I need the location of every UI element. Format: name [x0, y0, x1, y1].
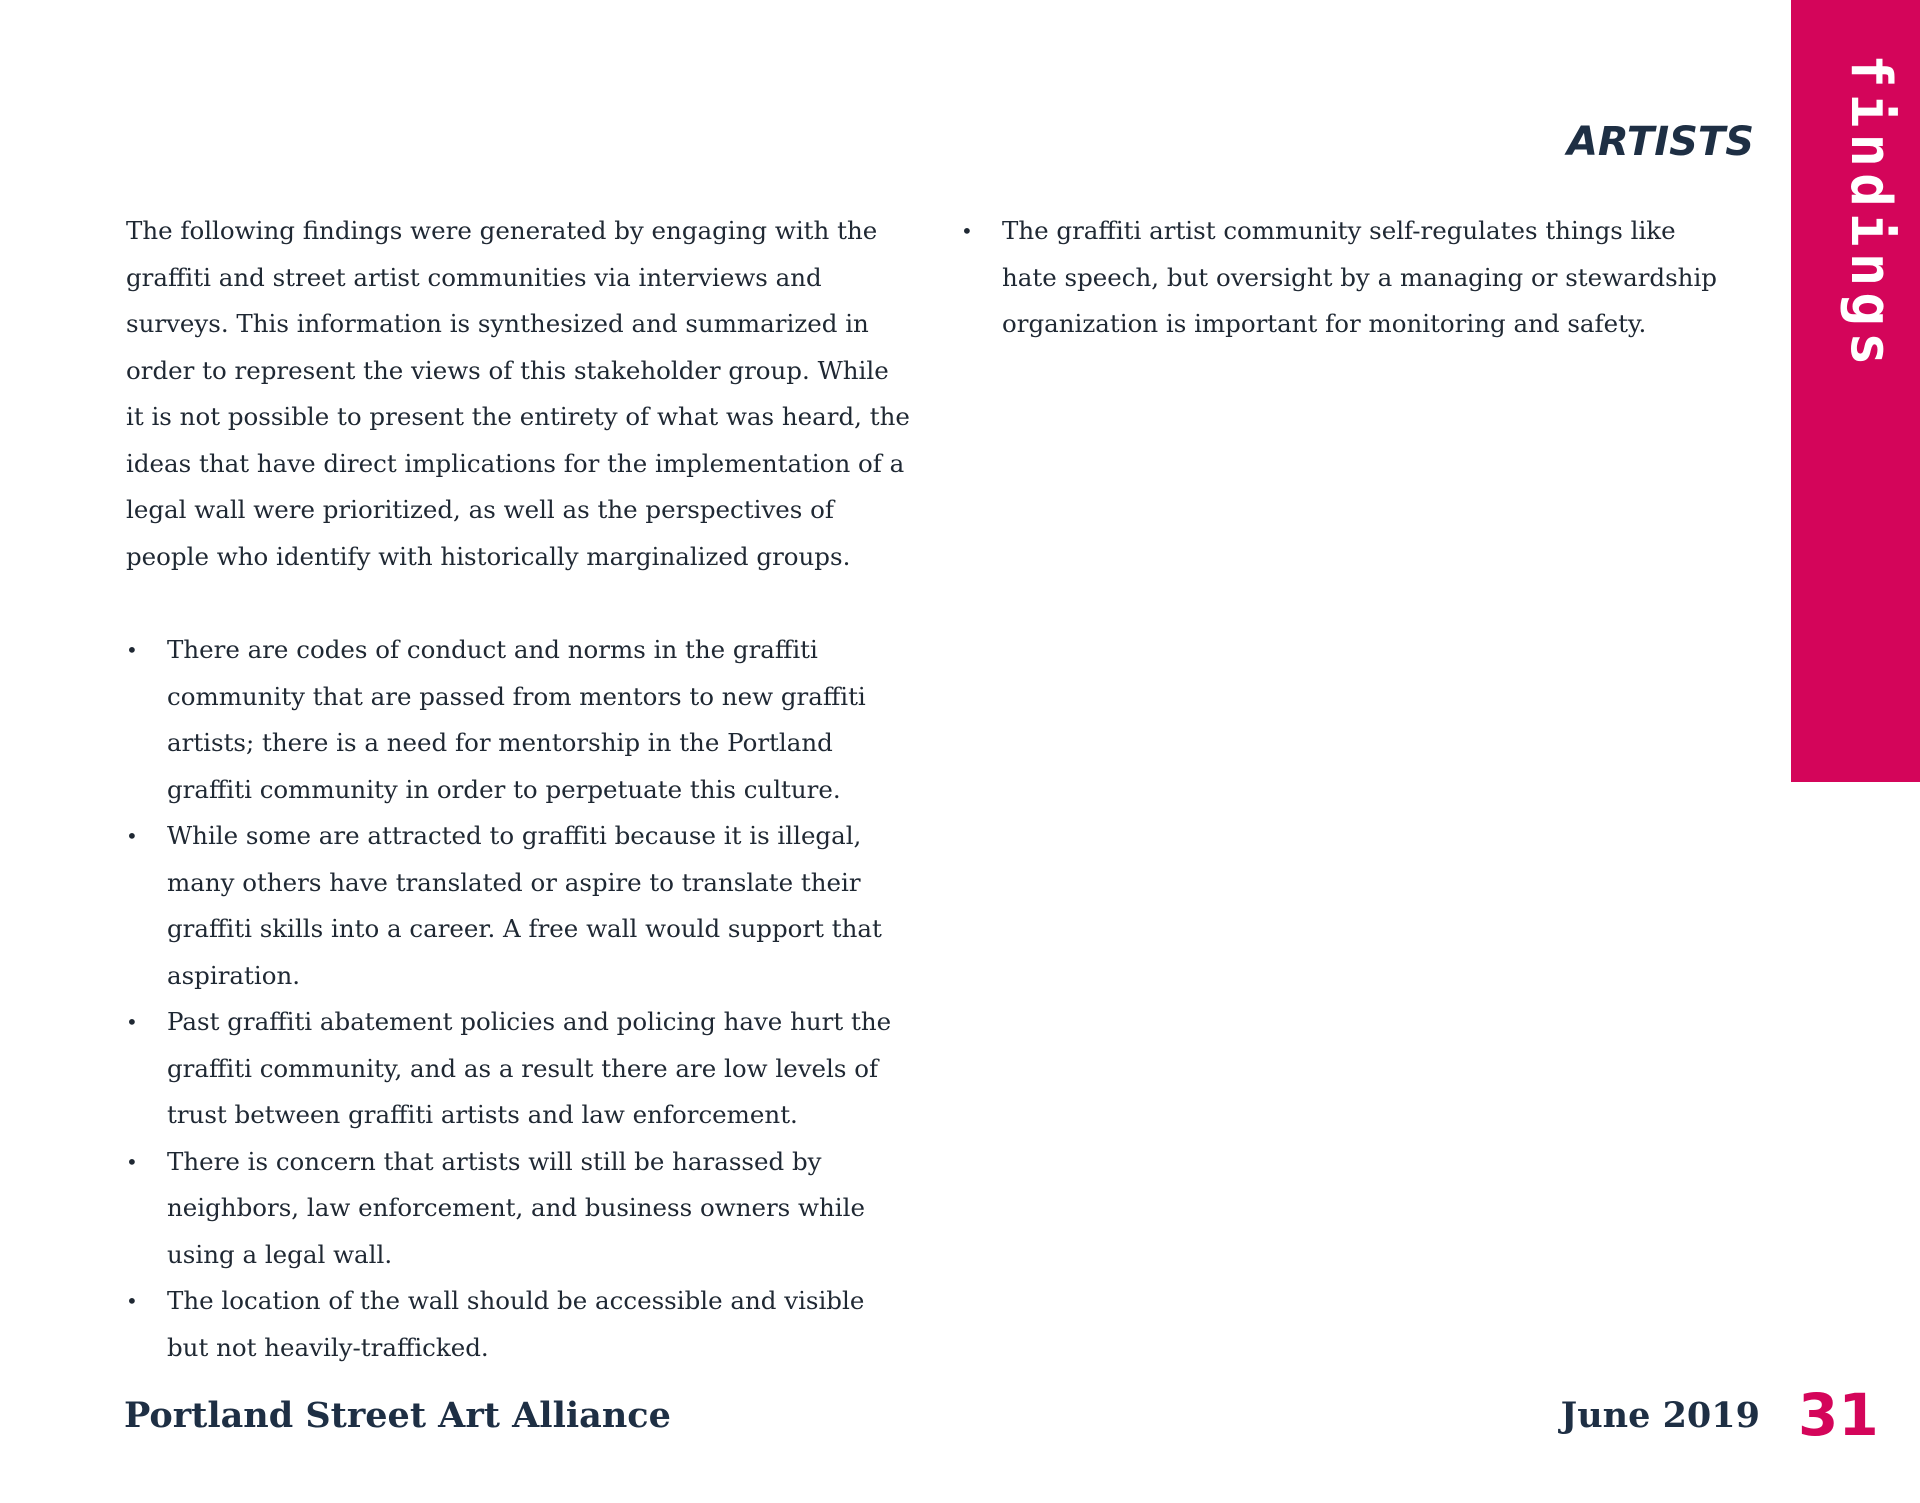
bullet-icon: • [126, 638, 138, 662]
bullet-icon: • [126, 1010, 138, 1034]
list-item-text: The graffiti artist community self-regulates things like hate speech, but oversight by a managing or stewardship organization is important for monitoring and safety. [1002, 216, 1717, 338]
bullet-icon: • [126, 824, 138, 848]
intro-paragraph: The following findings were generated by engaging with the graffiti and street artist communities via interviews and surveys. This information is synthesized and summarized in order to represent the views of this stakeholder group. While it is not possible to present the entirety of what was heard, the ideas that have direct implications for the implementation of a legal wall were prioritized, as well as the perspectives of people who identify with historically marginalized groups. [126, 216, 910, 571]
list-item-text: The location of the wall should be accessible and visible but not heavily-trafficked. [167, 1286, 865, 1362]
list-item [961, 208, 1731, 348]
list-item-text: Past graffiti abatement policies and policing have hurt the graffiti community, and as a result there are low levels of trust between graffiti artists and law enforcement. [167, 1007, 892, 1129]
findings-list-left [126, 627, 911, 1371]
list-item [126, 813, 911, 999]
bullet-icon: • [126, 1289, 138, 1313]
section-title: ARTISTS [1566, 119, 1754, 165]
footer-organization: Portland Street Art Alliance [124, 1395, 671, 1436]
page-number: 31 [1798, 1381, 1879, 1449]
footer-date: June 2019 [1560, 1395, 1760, 1436]
list-item [126, 1278, 911, 1371]
right-column [961, 208, 1731, 348]
list-item [126, 1139, 911, 1279]
section-tab-label: findings [1838, 54, 1903, 372]
list-item [126, 627, 911, 813]
bullet-icon: • [961, 219, 973, 243]
bullet-icon: • [126, 1149, 138, 1174]
list-item [126, 999, 911, 1139]
findings-list-right [961, 208, 1731, 348]
list-item-text: There is concern that artists will still be harassed by neighbors, law enforcement, and business owners while using a legal wall. [167, 1146, 865, 1269]
list-item-text: There are codes of conduct and norms in the graffiti community that are passed from mentors to new graffiti artists; there is a need for mentorship in the Portland graffiti community in order to perpetuate this culture. [167, 635, 866, 804]
left-column [126, 208, 911, 1371]
list-item-text: While some are attracted to graffiti because it is illegal, many others have translated or aspire to translate their graffiti skills into a career. A free wall would support that aspiration. [167, 821, 882, 990]
